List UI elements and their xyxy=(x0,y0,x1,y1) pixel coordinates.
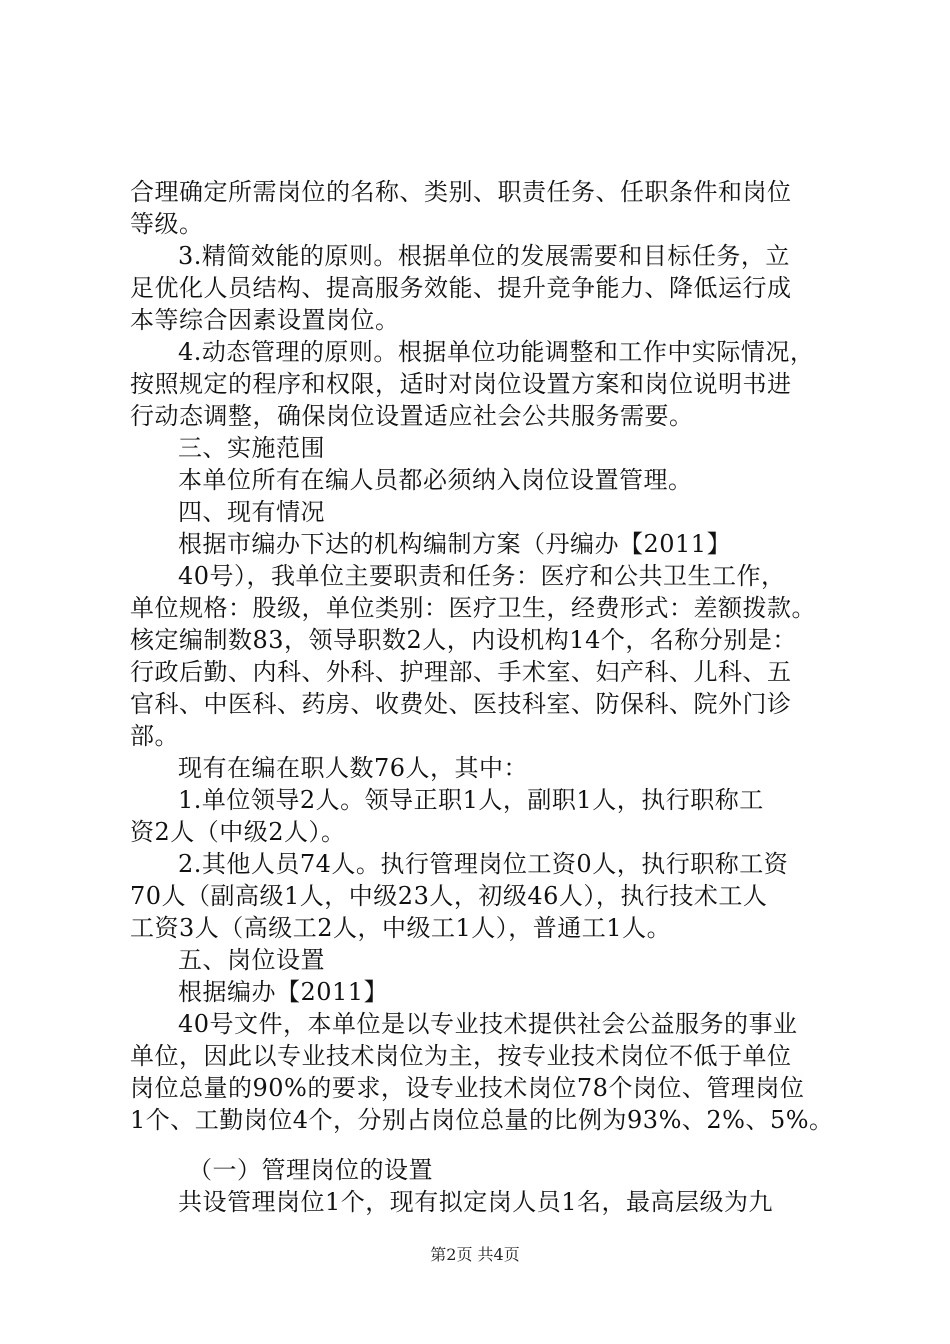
text-line: 行政后勤、内科、外科、护理部、手术室、妇产科、儿科、五 xyxy=(130,658,792,686)
text-line: 岗位总量的90%的要求，设专业技术岗位78个岗位、管理岗位 xyxy=(130,1074,805,1102)
text-line: 部。 xyxy=(130,722,179,750)
text-line: 70人（副高级1人，中级23人，初级46人），执行技术工人 xyxy=(130,882,768,910)
text-line: 等级。 xyxy=(130,210,204,238)
text-line: 工资3人（高级工2人，中级工1人），普通工1人。 xyxy=(130,914,672,942)
section-heading: 三、实施范围 xyxy=(178,434,325,462)
text-line: 40号），我单位主要职责和任务：医疗和公共卫生工作， xyxy=(178,562,786,590)
text-line: 资2人（中级2人）。 xyxy=(130,818,346,846)
text-line: 根据编办【2011】 xyxy=(178,978,389,1006)
text-line: 2.其他人员74人。执行管理岗位工资0人，执行职称工资 xyxy=(178,850,789,878)
text-line: 现有在编在职人数76人，其中： xyxy=(178,754,529,782)
text-line: 本单位所有在编人员都必须纳入岗位设置管理。 xyxy=(178,466,693,494)
section-heading: 五、岗位设置 xyxy=(178,946,325,974)
text-line: 根据市编办下达的机构编制方案（丹编办【2011】 xyxy=(178,530,732,558)
text-line: 官科、中医科、药房、收费处、医技科室、防保科、院外门诊 xyxy=(130,690,792,718)
text-line: 1个、工勤岗位4个，分别占岗位总量的比例为93%、2%、5%。 xyxy=(130,1106,834,1134)
text-line: 足优化人员结构、提高服务效能、提升竞争能力、降低运行成 xyxy=(130,274,792,302)
text-line: 3.精简效能的原则。根据单位的发展需要和目标任务，立 xyxy=(178,242,790,270)
subsection-heading: （一）管理岗位的设置 xyxy=(188,1156,433,1184)
text-line: 1.单位领导2人。领导正职1人，副职1人，执行职称工 xyxy=(178,786,764,814)
text-line: 单位，因此以专业技术岗位为主，按专业技术岗位不低于单位 xyxy=(130,1042,792,1070)
text-line: 本等综合因素设置岗位。 xyxy=(130,306,400,334)
text-line: 核定编制数83，领导职数2人，内设机构14个，名称分别是： xyxy=(130,626,797,654)
text-line: 4.动态管理的原则。根据单位功能调整和工作中实际情况， xyxy=(178,338,815,366)
text-line: 单位规格：股级，单位类别：医疗卫生，经费形式：差额拨款。 xyxy=(130,594,816,622)
text-line: 40号文件，本单位是以专业技术提供社会公益服务的事业 xyxy=(178,1010,798,1038)
section-heading: 四、现有情况 xyxy=(178,498,325,526)
text-line: 行动态调整，确保岗位设置适应社会公共服务需要。 xyxy=(130,402,694,430)
text-line: 合理确定所需岗位的名称、类别、职责任务、任职条件和岗位 xyxy=(130,178,792,206)
page-footer: 第2页 共4页 xyxy=(430,1245,520,1264)
text-line: 共设管理岗位1个，现有拟定岗人员1名，最高层级为九 xyxy=(178,1188,774,1216)
text-line: 按照规定的程序和权限，适时对岗位设置方案和岗位说明书进 xyxy=(130,370,792,398)
